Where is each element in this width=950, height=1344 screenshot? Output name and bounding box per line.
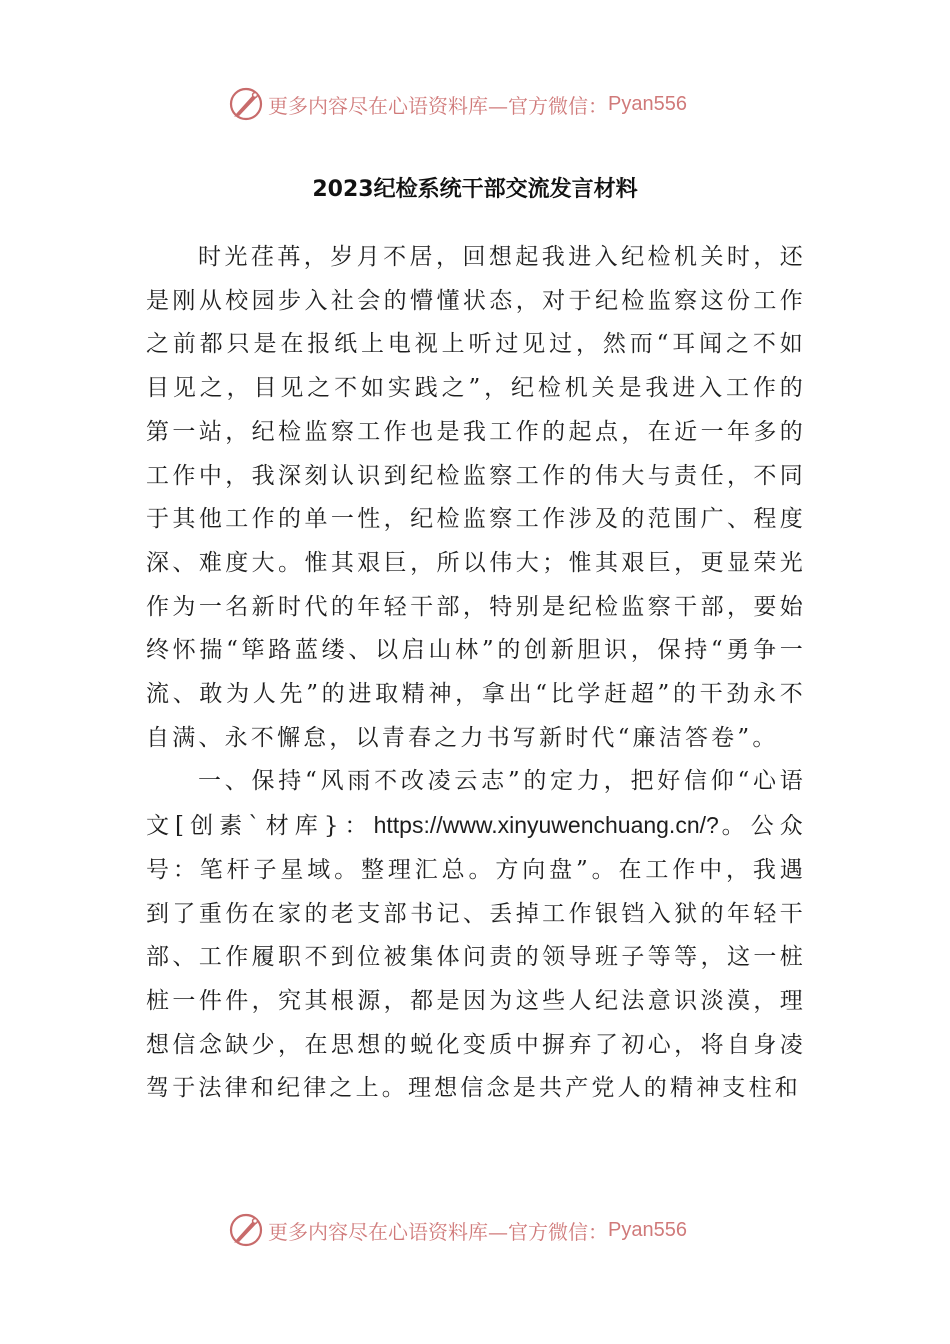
quill-logo-icon <box>228 1212 264 1248</box>
watermark-banner-top <box>228 84 728 124</box>
paragraph-2-lead: 一、保持“风雨不改凌云志”的定力，把好信仰“心语文[创素`材库}： <box>146 768 806 840</box>
watermark-text: 更多内容尽在心语资料库—官方微信： <box>268 1219 608 1244</box>
paragraph-1: 时光荏苒，岁月不居，回想起我进入纪检机关时，还是刚从校园步入社会的懵懂状态，对于纪检监察这份工作之前都只是在报纸上电视上听过见过，然而“耳闻之不如目见之，目见之不如实践之”，纪检机关是我进入工作的第一站，纪检监察工作也是我工作的起点，在近一年多的工作中，我深刻认识到纪检监察工作的伟大与责任，不同于其他工作的单一性，纪检监察工作涉及的范围广、程度深、难度大。惟其艰巨，所以伟大；惟其艰巨，更显荣光作为一名新时代的年轻干部，特别是纪检监察干部，要始终怀揣“筚路蓝缕、以启山林”的创新胆识，保持“勇争一流、敢为人先”的进取精神，拿出“比学赶超”的干劲永不自满、永不懈怠，以青春之力书写新时代“廉洁答卷”。 <box>146 244 806 751</box>
watermark-text: 更多内容尽在心语资料库—官方微信： <box>268 93 608 118</box>
paragraph-2-url: https://www.xinyuwenchuang.cn/? <box>373 812 719 839</box>
watermark-handle: Pyan556 <box>608 1218 687 1241</box>
quill-logo-icon <box>228 86 264 122</box>
paragraph-2 <box>146 760 806 1111</box>
paragraph-2-rest: 。公众号：笔杆子星域。整理汇总。方向盘”。在工作中，我遇到了重伤在家的老支部书记、丢掉工作银铛入狱的年轻干部、工作履职不到位被集体问责的领导班子等等，这一桩桩一件件，究其根源，都是因为这些人纪法意识淡漠，理想信念缺少，在思想的蜕化变质中摒弃了初心，将自身凌驾于法律和纪律之上。理想信念是共产党人的精神支柱和 <box>146 813 806 1102</box>
document-title: 2023纪检系统干部交流发言材料 <box>312 177 638 202</box>
watermark-handle: Pyan556 <box>608 92 687 115</box>
watermark-banner-bottom <box>228 1210 728 1250</box>
document-body <box>146 236 806 1111</box>
